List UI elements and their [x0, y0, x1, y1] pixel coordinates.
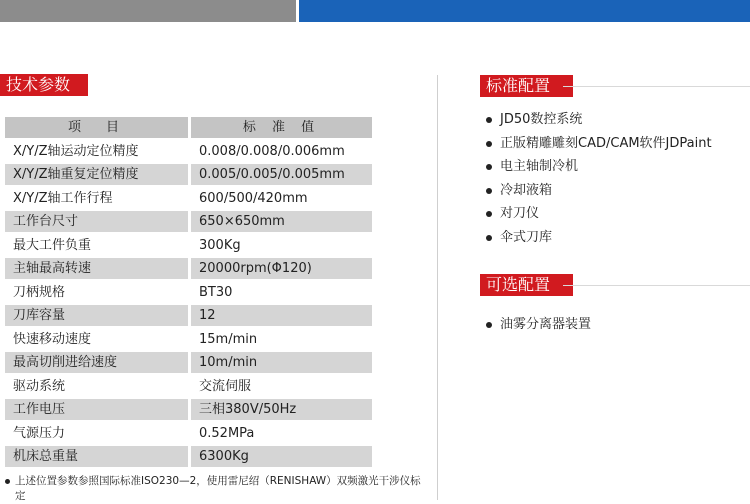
list-item: [484, 132, 712, 156]
table-row: [5, 304, 372, 328]
top-banner: [0, 0, 750, 22]
list-item-label: JD50数控系统: [500, 112, 583, 127]
list-item-label: 对刀仪: [500, 206, 540, 221]
section-title-standard-config: 标准配置: [480, 75, 573, 97]
banner-gray-segment: [0, 0, 296, 22]
section-title-specs: 技术参数: [0, 74, 88, 96]
column-divider: [437, 75, 438, 500]
row-value: 交流伺服: [199, 378, 252, 394]
row-value: 600/500/420mm: [199, 190, 308, 206]
row-name: X/Y/Z轴工作行程: [13, 190, 113, 206]
table-row: [5, 351, 372, 375]
row-value: 300Kg: [199, 237, 241, 253]
list-item: [484, 313, 591, 337]
spec-table: [5, 116, 372, 469]
row-name: 快速移动速度: [13, 331, 92, 347]
footnote-text: 上述位置参数参照国际标准ISO230—2，使用雷尼绍（RENISHAW）双频激光干涉仪标定: [15, 475, 421, 502]
table-row: [5, 187, 372, 211]
table-row: [5, 234, 372, 258]
row-value: 20000rpm(Φ120): [191, 258, 372, 279]
list-item-label: 电主轴制冷机: [500, 159, 579, 174]
bullet-icon: [486, 141, 492, 147]
list-item-label: 伞式刀库: [500, 229, 553, 245]
header-standard-value: 标 准 值: [191, 117, 372, 138]
banner-blue-segment: [299, 0, 750, 22]
table-header: [5, 116, 372, 140]
list-item-label: 油雾分离器装置: [500, 317, 592, 332]
bullet-icon: [486, 117, 492, 123]
row-name: 刀柄规格: [13, 284, 66, 300]
standard-config-list: [484, 108, 712, 249]
table-row: [5, 328, 372, 352]
row-value: 三相380V/50Hz: [191, 399, 372, 420]
row-value: 0.005/0.005/0.005mm: [191, 164, 372, 185]
row-name: X/Y/Z轴重复定位精度: [5, 164, 188, 185]
row-name: 气源压力: [13, 425, 66, 441]
row-name: X/Y/Z轴运动定位精度: [13, 143, 139, 159]
header-item: 项 目: [5, 117, 188, 138]
bullet-icon: [486, 235, 492, 241]
row-name: 工作台尺寸: [5, 211, 188, 232]
list-item: [484, 155, 712, 179]
list-item: [484, 226, 712, 250]
row-name: 刀库容量: [5, 305, 188, 326]
list-item: [484, 108, 712, 132]
table-row: [5, 375, 372, 399]
row-value: 6300Kg: [191, 446, 372, 467]
row-name: 最高切削进给速度: [5, 352, 188, 373]
bullet-icon: [486, 211, 492, 217]
row-name: 工作电压: [5, 399, 188, 420]
title-rule: [563, 86, 750, 87]
title-rule: [563, 285, 750, 286]
list-item: [484, 179, 712, 203]
bullet-icon: [486, 322, 492, 328]
row-value: 650×650mm: [191, 211, 372, 232]
table-row: [5, 210, 372, 234]
bullet-icon: [5, 479, 10, 484]
section-title-optional-config: 可选配置: [480, 274, 573, 296]
list-item-label: 正版精雕雕刻CAD/CAM软件JDPaint: [500, 135, 712, 151]
table-row: [5, 398, 372, 422]
bullet-icon: [486, 188, 492, 194]
row-value: 0.008/0.008/0.006mm: [199, 143, 345, 159]
bullet-icon: [486, 164, 492, 170]
table-row: [5, 422, 372, 446]
row-name: 最大工件负重: [13, 237, 92, 253]
optional-config-list: [484, 313, 591, 337]
list-item: [484, 202, 712, 226]
table-row: [5, 281, 372, 305]
row-value: 15m/min: [199, 331, 258, 347]
row-value: 12: [191, 305, 372, 326]
row-name: 机床总重量: [5, 446, 188, 467]
table-row: [5, 445, 372, 469]
list-item-label: 冷却液箱: [500, 182, 553, 198]
row-value: 0.52MPa: [199, 425, 255, 441]
row-value: BT30: [199, 284, 233, 300]
table-row: [5, 257, 372, 281]
row-name: 驱动系统: [13, 378, 66, 394]
table-row: [5, 140, 372, 164]
row-name: 主轴最高转速: [5, 258, 188, 279]
row-value: 10m/min: [191, 352, 372, 373]
table-row: [5, 163, 372, 187]
